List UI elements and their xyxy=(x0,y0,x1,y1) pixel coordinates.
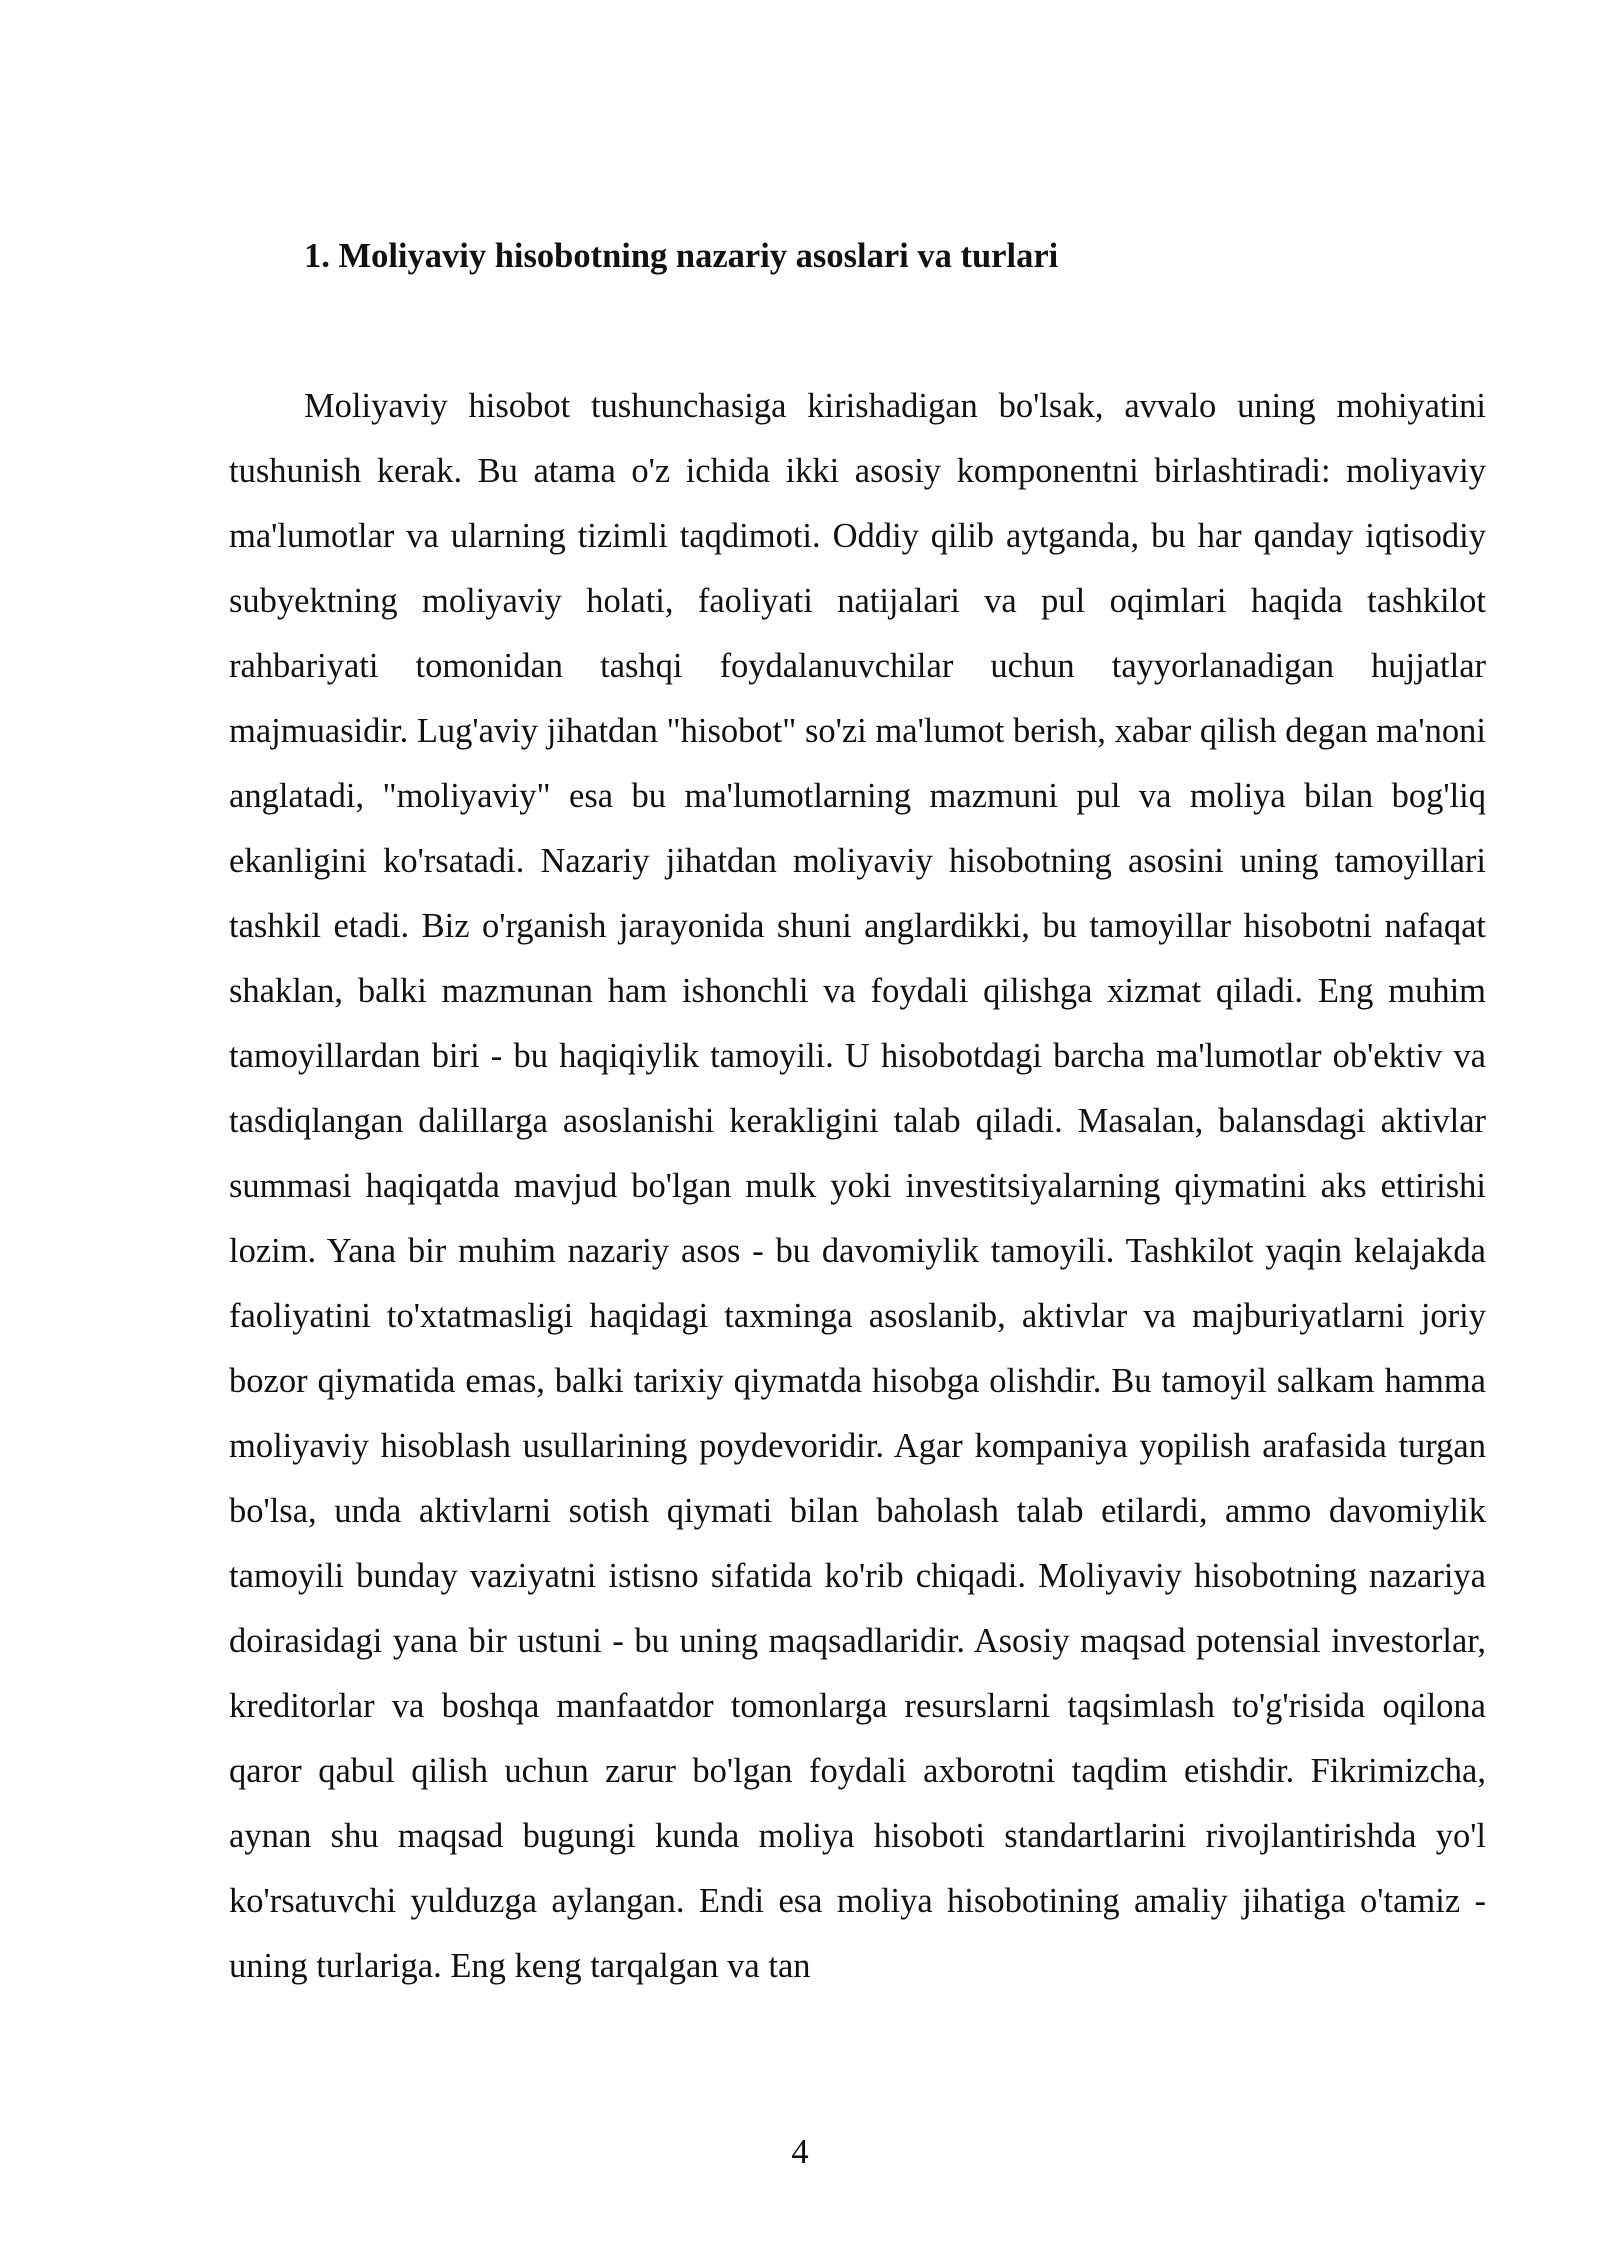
page-number: 4 xyxy=(791,2133,809,2171)
body-paragraph: Moliyaviy hisobot tushunchasiga kirishadigan bo'lsak, avvalo uning mohiyatini tushunish kerak. Bu atama o'z ichida ikki asosiy komponentni birlashtiradi: moliyaviy ma'lumotlar va ularning tizimli taqdimoti. Oddiy qilib aytganda, bu har qanday iqtisodiy subyektning moliyaviy holati, faoliyati natijalari va pul oqimlari haqida tashkilot rahbariyati tomonidan tashqi foydalanuvchilar uchun tayyorlanadigan hujjatlar majmuasidir. Lug'aviy jihatdan "hisobot" so'zi ma'lumot berish, xabar qilish degan ma'noni anglatadi, "moliyaviy" esa bu ma'lumotlarning mazmuni pul va moliya bilan bog'liq ekanligini ko'rsatadi. Nazariy jihatdan moliyaviy hisobotning asosini uning tamoyillari tashkil etadi. Biz o'rganish jarayonida shuni anglardikki, bu tamoyillar hisobotni nafaqat shaklan, balki mazmunan ham ishonchli va foydali qilishga xizmat qiladi. Eng muhim tamoyillardan biri - bu haqiqiylik tamoyili. U hisobotdagi barcha ma'lumotlar ob'ektiv va tasdiqlangan dalillarga asoslanishi kerakligini talab qiladi. Masalan, balansdagi aktivlar summasi haqiqatda mavjud bo'lgan mulk yoki investitsiyalarning qiymatini aks ettirishi lozim. Yana bir muhim nazariy asos - bu davomiylik tamoyili. Tashkilot yaqin kelajakda faoliyatini to'xtatmasligi haqidagi taxminga asoslanib, aktivlar va majburiyatlarni joriy bozor qiymatida emas, balki tarixiy qiymatda hisobga olishdir. Bu tamoyil salkam hamma moliyaviy hisoblash usullarining poydevoridir. Agar kompaniya yopilish arafasida turgan bo'lsa, unda aktivlarni sotish qiymati bilan baholash talab etilardi, ammo davomiylik tamoyili bunday vaziyatni istisno sifatida ko'rib chiqadi. Moliyaviy hisobotning nazariya doirasidagi yana bir ustuni - bu uning maqsadlaridir. Asosiy maqsad potensial investorlar, kreditorlar va boshqa manfaatdor tomonlarga resurslarni taqsimlash to'g'risida oqilona qaror qabul qilish uchun zarur bo'lgan foydali axborotni taqdim etishdir. Fikrimizcha, aynan shu maqsad bugungi kunda moliya hisoboti standartlarini rivojlantirishda yo'l ko'rsatuvchi yulduzga aylangan. Endi esa moliya hisobotining amaliy jihatiga o'tamiz - uning turlariga. Eng keng tarqalgan va tan xyxy=(229,387,1486,1985)
section-heading: 1. Moliyaviy hisobotning nazariy asoslari va turlari xyxy=(304,237,1059,275)
